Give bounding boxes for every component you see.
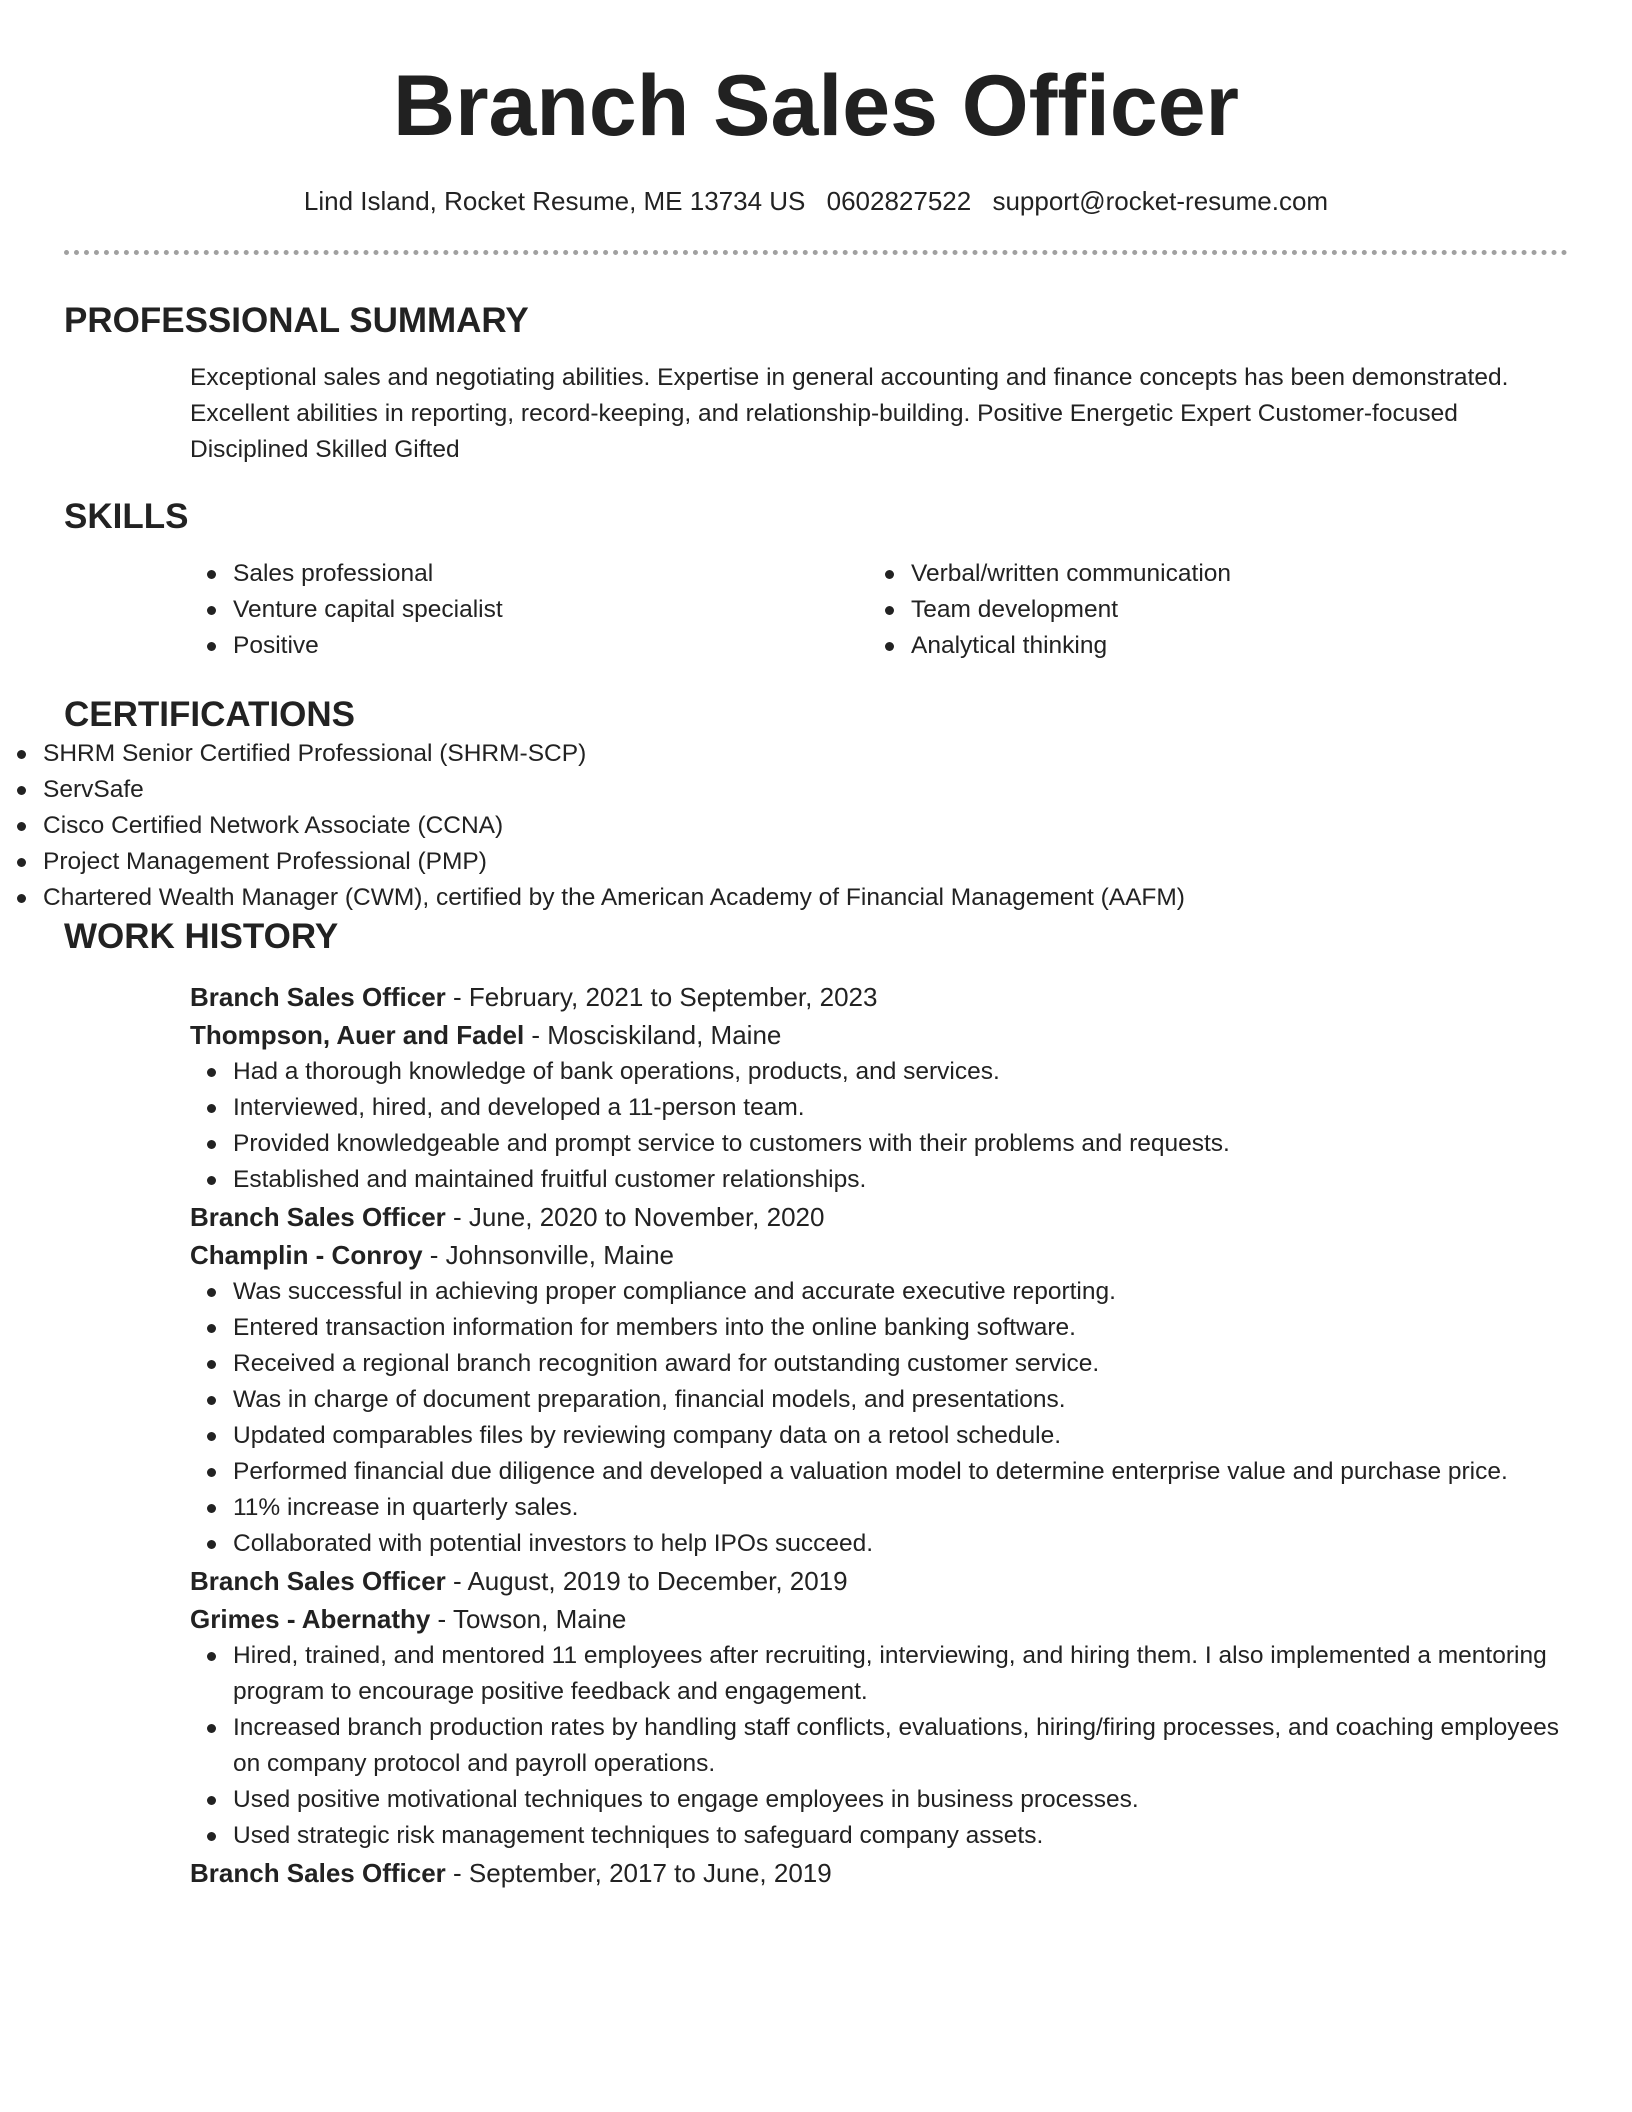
job-bullet: Was successful in achieving proper compliance and accurate executive reporting. <box>190 1274 1568 1310</box>
job-bullet: Entered transaction information for members into the online banking software. <box>190 1310 1568 1346</box>
skills-list <box>190 556 1568 664</box>
job-bullet: Collaborated with potential investors to help IPOs succeed. <box>190 1526 1568 1562</box>
job-company: Champlin - Conroy <box>190 1240 423 1270</box>
job-company-line <box>190 1016 1568 1054</box>
job-title-line <box>190 978 1568 1016</box>
certification-item: Project Management Professional (PMP) <box>0 844 1632 880</box>
job-entry <box>190 1562 1568 1854</box>
job-bullet: Updated comparables files by reviewing company data on a retool schedule. <box>190 1418 1568 1454</box>
job-bullet: Was in charge of document preparation, financial models, and presentations. <box>190 1382 1568 1418</box>
skill-item: Sales professional <box>190 556 868 592</box>
job-dates: - June, 2020 to November, 2020 <box>445 1202 825 1232</box>
certification-item: SHRM Senior Certified Professional (SHRM-SCP) <box>0 736 1632 772</box>
resume-content <box>0 300 1632 1892</box>
job-bullets <box>190 1274 1568 1562</box>
job-bullet: Used positive motivational techniques to engage employees in business processes. <box>190 1782 1568 1818</box>
skill-item: Verbal/written communication <box>868 556 1546 592</box>
job-bullet: Provided knowledgeable and prompt service to customers with their problems and requests. <box>190 1126 1568 1162</box>
summary-text: Exceptional sales and negotiating abilities. Expertise in general accounting and finance concepts has been demonstrated. Excellent abilities in reporting, record-keeping, and relationship-building. Positive Energetic Expert Customer-focused Disciplined Skilled Gifted <box>190 364 1509 463</box>
job-company-line <box>190 1236 1568 1274</box>
job-entry <box>190 1198 1568 1562</box>
skill-item: Venture capital specialist <box>190 592 868 628</box>
job-bullet: Performed financial due diligence and developed a valuation model to determine enterprise value and purchase price. <box>190 1454 1568 1490</box>
job-company: Thompson, Auer and Fadel <box>190 1020 525 1050</box>
job-bullet: Increased branch production rates by handling staff conflicts, evaluations, hiring/firing processes, and coaching employees on company protocol and payroll operations. <box>190 1710 1568 1782</box>
job-entry <box>190 978 1568 1198</box>
certification-item: ServSafe <box>0 772 1632 808</box>
work-history-heading: WORK HISTORY <box>64 917 339 956</box>
certifications-heading: CERTIFICATIONS <box>64 695 356 734</box>
job-bullet: Hired, trained, and mentored 11 employees after recruiting, interviewing, and hiring them. I also implemented a mentoring program to encourage positive feedback and engagement. <box>190 1638 1568 1710</box>
certification-item: Cisco Certified Network Associate (CCNA) <box>0 808 1632 844</box>
skills-column-right <box>868 556 1546 664</box>
job-role: Branch Sales Officer <box>190 1858 446 1888</box>
job-dates: - September, 2017 to June, 2019 <box>445 1858 832 1888</box>
job-title-line <box>190 1198 1568 1236</box>
job-bullet: Used strategic risk management techniques to safeguard company assets. <box>190 1818 1568 1854</box>
resume-name: Branch Sales Officer <box>392 58 1240 154</box>
job-bullet: Had a thorough knowledge of bank operations, products, and services. <box>190 1054 1568 1090</box>
job-entry <box>190 1854 1568 1892</box>
job-company: Grimes - Abernathy <box>190 1604 431 1634</box>
job-bullet: 11% increase in quarterly sales. <box>190 1490 1568 1526</box>
contact-email[interactable]: support@rocket-resume.com <box>992 186 1329 216</box>
job-role: Branch Sales Officer <box>190 1566 446 1596</box>
job-company-line <box>190 1600 1568 1638</box>
job-bullets <box>190 1638 1568 1854</box>
job-bullet: Received a regional branch recognition award for outstanding customer service. <box>190 1346 1568 1382</box>
skills-heading: SKILLS <box>64 497 189 536</box>
header-divider <box>64 250 1568 255</box>
job-title-line <box>190 1562 1568 1600</box>
job-title-line <box>190 1854 1568 1892</box>
skill-item: Analytical thinking <box>868 628 1546 664</box>
job-dates: - February, 2021 to September, 2023 <box>445 982 878 1012</box>
job-role: Branch Sales Officer <box>190 982 446 1012</box>
skill-item: Team development <box>868 592 1546 628</box>
job-bullet: Established and maintained fruitful customer relationships. <box>190 1162 1568 1198</box>
job-bullets <box>190 1054 1568 1198</box>
job-location: - Johnsonville, Maine <box>422 1240 675 1270</box>
job-location: - Towson, Maine <box>430 1604 627 1634</box>
job-bullet: Interviewed, hired, and developed a 11-person team. <box>190 1090 1568 1126</box>
skill-item: Positive <box>190 628 868 664</box>
summary-heading: PROFESSIONAL SUMMARY <box>64 301 529 340</box>
contact-address: Lind Island, Rocket Resume, ME 13734 US <box>303 186 806 216</box>
contact-phone: 0602827522 <box>826 186 972 216</box>
job-dates: - August, 2019 to December, 2019 <box>445 1566 848 1596</box>
certification-item: Chartered Wealth Manager (CWM), certified by the American Academy of Financial Management (AAFM) <box>0 880 1632 916</box>
certifications-list <box>0 736 1632 916</box>
skills-column-left <box>190 556 868 664</box>
job-location: - Mosciskiland, Maine <box>524 1020 782 1050</box>
job-role: Branch Sales Officer <box>190 1202 446 1232</box>
contact-line <box>0 184 1632 218</box>
